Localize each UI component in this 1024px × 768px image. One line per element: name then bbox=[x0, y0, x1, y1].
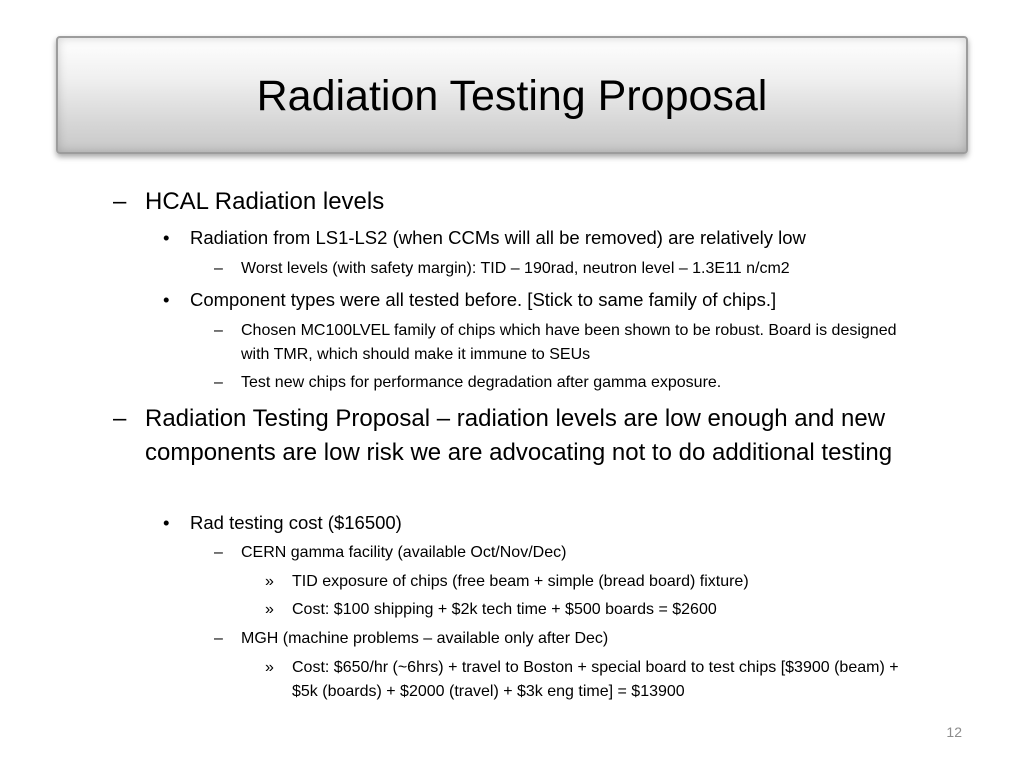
chevron-marker: » bbox=[265, 601, 274, 618]
bullet-text: Rad testing cost ($16500) bbox=[190, 512, 402, 533]
bullet-text: Radiation from LS1-LS2 (when CCMs will all be removed) are relatively low bbox=[190, 227, 806, 248]
bullet-text: Cost: $100 shipping + $2k tech time + $500 boards = $2600 bbox=[292, 601, 717, 618]
bullet-mgh-cost bbox=[265, 656, 915, 703]
bullet-text: Component types were all tested before. [Stick to same family of chips.] bbox=[190, 289, 777, 310]
bullet-mgh bbox=[214, 627, 914, 651]
bullet-radiation-testing-proposal bbox=[113, 402, 963, 470]
dash-marker: – bbox=[214, 544, 223, 561]
chevron-marker: » bbox=[265, 573, 274, 590]
bullet-cern-gamma-facility bbox=[214, 541, 914, 565]
bullet-text: Worst levels (with safety margin): TID – 190rad, neutron level – 1.3E11 n/cm2 bbox=[241, 260, 790, 277]
bullet-text: MGH (machine problems – available only after Dec) bbox=[241, 630, 609, 647]
dot-marker: • bbox=[163, 289, 170, 310]
bullet-cern-cost bbox=[265, 598, 915, 622]
bullet-text: Cost: $650/hr (~6hrs) + travel to Boston + special board to test chips [$3900 (beam) + $5k (boards) + $2000 (travel) + $3k eng time] = $13900 bbox=[292, 659, 899, 700]
dot-marker: • bbox=[163, 512, 170, 533]
slide-title: Radiation Testing Proposal bbox=[256, 71, 768, 120]
bullet-radiation-from-ls1-ls2 bbox=[163, 225, 943, 251]
dot-marker: • bbox=[163, 227, 170, 248]
dash-marker: – bbox=[214, 322, 223, 339]
bullet-component-types bbox=[163, 287, 943, 313]
bullet-text: HCAL Radiation levels bbox=[145, 188, 385, 215]
dash-marker: – bbox=[113, 188, 127, 215]
bullet-tid-exposure bbox=[265, 570, 915, 594]
bullet-test-new-chips bbox=[214, 371, 914, 395]
bullet-worst-levels bbox=[214, 257, 914, 281]
dash-marker: – bbox=[214, 260, 223, 277]
bullet-text: TID exposure of chips (free beam + simple (bread board) fixture) bbox=[292, 573, 749, 590]
dash-marker: – bbox=[113, 405, 127, 432]
bullet-text: Chosen MC100LVEL family of chips which have been shown to be robust. Board is designed with TMR, which should make it immune to SEUs bbox=[241, 322, 897, 363]
dash-marker: – bbox=[214, 374, 223, 391]
slide-number: 12 bbox=[946, 724, 962, 740]
bullet-text: Test new chips for performance degradation after gamma exposure. bbox=[241, 374, 722, 391]
dash-marker: – bbox=[214, 630, 223, 647]
bullet-text: Radiation Testing Proposal – radiation levels are low enough and new components are low risk we are advocating not to do additional testing bbox=[145, 405, 893, 466]
bullet-text: CERN gamma facility (available Oct/Nov/Dec) bbox=[241, 544, 567, 561]
bullet-hcal-radiation-levels bbox=[113, 185, 963, 219]
bullet-rad-testing-cost bbox=[163, 510, 943, 536]
bullet-chosen-mc100lvel bbox=[214, 319, 914, 366]
chevron-marker: » bbox=[265, 659, 274, 676]
